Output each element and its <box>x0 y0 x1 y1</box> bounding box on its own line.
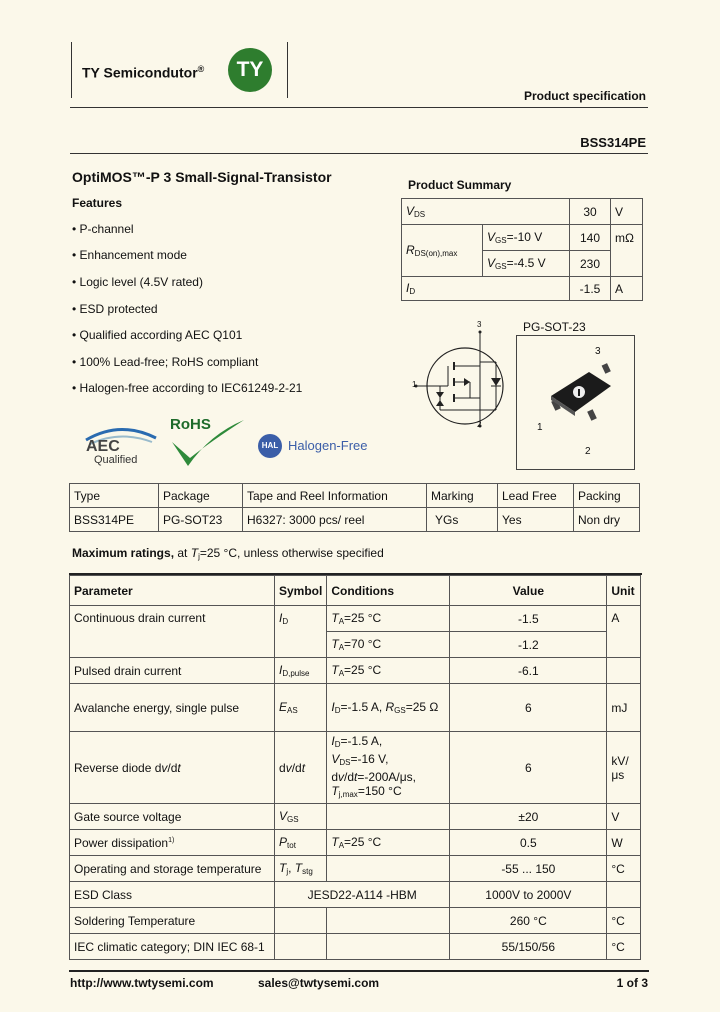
vds-symbol: $V_{DS}$ <box>402 199 570 225</box>
mr-aval-param: Avalanche energy, single pulse <box>70 684 275 732</box>
company-name: TY Semicondutor® <box>82 64 205 81</box>
package-label: PG-SOT-23 <box>523 320 586 334</box>
part-number: BSS314PE <box>580 135 646 150</box>
mr-pulse-val: -6.1 <box>450 658 607 684</box>
mr-rev-unit: kV/μs <box>607 732 641 804</box>
mr-aval-val: 6 <box>450 684 607 732</box>
mr-iec-param: IEC climatic category; DIN IEC 68-1 <box>70 934 275 960</box>
vds-value: 30 <box>570 199 611 225</box>
table-row <box>70 830 641 856</box>
mr-sold-symbol <box>275 908 327 934</box>
max-ratings-title: Maximum ratings, at $T_j=25$ °C, unless otherwise specified <box>72 546 384 561</box>
ordering-header-package: Package <box>159 484 243 508</box>
mr-gate-cond <box>327 804 450 830</box>
mr-rev-symbol: dv/dt <box>275 732 327 804</box>
mr-pulse-param: Pulsed drain current <box>70 658 275 684</box>
id-value: -1.5 <box>570 277 611 301</box>
ordering-header-type: Type <box>70 484 159 508</box>
feature-item: • 100% Lead-free; RoHS compliant <box>72 355 259 369</box>
table-row <box>70 804 641 830</box>
header-rule-2 <box>70 153 648 154</box>
vds-unit: V <box>611 199 643 225</box>
package-pin-2: 2 <box>585 446 591 457</box>
max-ratings-table <box>69 575 641 960</box>
mr-gate-param: Gate source voltage <box>70 804 275 830</box>
rohs-check-icon <box>166 414 246 469</box>
feature-item: • P-channel <box>72 222 134 236</box>
mr-header-conditions: Conditions <box>327 576 450 606</box>
mr-op-cond <box>327 856 450 882</box>
mr-cont-val-1: -1.5 <box>450 606 607 632</box>
mr-aval-symbol: $E_{AS}$ <box>275 684 327 732</box>
mr-iec-symbol <box>275 934 327 960</box>
sot23-package-icon <box>545 358 617 428</box>
ordering-header-tape: Tape and Reel Information <box>243 484 427 508</box>
ordering-header-packing: Packing <box>574 484 640 508</box>
ordering-package: PG-SOT23 <box>159 508 243 532</box>
ordering-marking: YGs <box>427 508 498 532</box>
mr-pow-param: Power dissipation$^{1)}$ <box>70 830 275 856</box>
page-title: OptiMOS™-P 3 Small-Signal-Transistor <box>72 169 332 185</box>
rds-symbol: $R_{DS(on),max}$ <box>402 225 483 277</box>
table-row <box>70 856 641 882</box>
summary-heading: Product Summary <box>408 178 512 192</box>
ordering-tape: H6327: 3000 pcs/ reel <box>243 508 427 532</box>
header-rule-1 <box>70 107 648 108</box>
mr-cont-unit: A <box>607 606 641 658</box>
aec-qualified-logo: AEC Qualified <box>80 418 160 468</box>
feature-item: • Halogen-free according to IEC61249-2-21 <box>72 381 303 395</box>
ordering-type: BSS314PE <box>70 508 159 532</box>
mr-pow-val: 0.5 <box>450 830 607 856</box>
features-heading: Features <box>72 196 123 210</box>
ordering-header-leadfree: Lead Free <box>498 484 574 508</box>
mr-iec-unit: °C <box>607 934 641 960</box>
feature-item: • ESD protected <box>72 302 158 316</box>
mr-op-val: -55 ... 150 <box>450 856 607 882</box>
mr-header-parameter: Parameter <box>70 576 275 606</box>
rds-value-2: 230 <box>570 251 611 277</box>
halogen-badge-icon: HAL <box>258 434 282 458</box>
table-row <box>70 606 641 632</box>
mr-gate-unit: V <box>607 804 641 830</box>
mr-esd-cond: JESD22-A114 -HBM <box>275 882 450 908</box>
ordering-header-marking: Marking <box>427 484 498 508</box>
mr-pow-cond: $T_A=25$ °C <box>327 830 450 856</box>
mr-header-symbol: Symbol <box>275 576 327 606</box>
ordering-table <box>69 483 640 532</box>
table-row <box>70 732 641 804</box>
mr-op-param: Operating and storage temperature <box>70 856 275 882</box>
mr-esd-unit <box>607 882 641 908</box>
product-summary-table <box>401 198 643 301</box>
symbol-pin-3: 3 <box>477 320 482 329</box>
mr-cont-cond-1: $T_A=25$ °C <box>327 606 450 632</box>
mr-sold-cond <box>327 908 450 934</box>
feature-item: • Qualified according AEC Q101 <box>72 328 243 342</box>
doc-type: Product specification <box>523 89 646 103</box>
mr-rev-cond: $I_D=-1.5$ A, $V_{DS}=-16$ V, dv/dt=-200A/μs, $T_{j,max}=150$ °C <box>327 732 450 804</box>
mr-pulse-symbol: $I_{D,pulse}$ <box>275 658 327 684</box>
table-row <box>70 882 641 908</box>
mr-op-symbol: $T_j$, $T_{stg}$ <box>275 856 327 882</box>
table-row <box>70 508 640 532</box>
symbol-pin-1: 1 <box>412 380 417 389</box>
ordering-packing: Non dry <box>574 508 640 532</box>
mr-esd-val: 1000V to 2000V <box>450 882 607 908</box>
mr-pulse-cond: $T_A=25$ °C <box>327 658 450 684</box>
header-left-rule <box>71 42 72 98</box>
table-row <box>70 684 641 732</box>
company-logo: TY <box>228 48 272 92</box>
package-pin-1: 1 <box>537 422 543 433</box>
mr-cont-symbol: $I_D$ <box>275 606 327 658</box>
footer-page-number: 1 of 3 <box>616 976 648 990</box>
id-unit: A <box>611 277 643 301</box>
mr-pow-symbol: $P_{tot}$ <box>275 830 327 856</box>
mr-gate-val: ±20 <box>450 804 607 830</box>
mr-esd-param: ESD Class <box>70 882 275 908</box>
symbol-pin-2: 2 <box>477 420 482 429</box>
mr-sold-unit: °C <box>607 908 641 934</box>
rds-condition-2: $V_{GS}=-4.5$ V <box>483 251 570 277</box>
mr-pulse-unit <box>607 658 641 684</box>
mr-iec-val: 55/150/56 <box>450 934 607 960</box>
mr-gate-symbol: $V_{GS}$ <box>275 804 327 830</box>
mosfet-symbol-icon <box>410 322 520 434</box>
ordering-leadfree: Yes <box>498 508 574 532</box>
mr-header-unit: Unit <box>607 576 641 606</box>
mr-pow-unit: W <box>607 830 641 856</box>
package-pin-3: 3 <box>595 346 601 357</box>
footer-rule <box>69 970 649 972</box>
rds-unit: mΩ <box>611 225 643 277</box>
feature-item: • Logic level (4.5V rated) <box>72 275 203 289</box>
halogen-free-logo: HAL Halogen-Free <box>258 434 378 460</box>
mr-cont-param: Continuous drain current <box>70 606 275 658</box>
mr-aval-unit: mJ <box>607 684 641 732</box>
footer-url[interactable]: http://www.twtysemi.com <box>70 976 214 990</box>
mr-cont-cond-2: $T_A=70$ °C <box>327 632 450 658</box>
table-row <box>70 658 641 684</box>
mr-header-value: Value <box>450 576 607 606</box>
mr-sold-val: 260 °C <box>450 908 607 934</box>
mr-rev-param: Reverse diode dv/dt <box>70 732 275 804</box>
package-box <box>516 335 635 470</box>
mr-sold-param: Soldering Temperature <box>70 908 275 934</box>
rds-condition-1: $V_{GS}=-10$ V <box>483 225 570 251</box>
mr-cont-val-2: -1.2 <box>450 632 607 658</box>
header-right-rule <box>287 42 288 98</box>
mr-op-unit: °C <box>607 856 641 882</box>
mr-iec-cond <box>327 934 450 960</box>
rds-value-1: 140 <box>570 225 611 251</box>
rohs-logo: RoHS <box>166 414 246 469</box>
table-row <box>70 908 641 934</box>
footer-email[interactable]: sales@twtysemi.com <box>258 976 380 990</box>
feature-item: • Enhancement mode <box>72 248 187 262</box>
mr-rev-val: 6 <box>450 732 607 804</box>
mr-aval-cond: $I_D=-1.5$ A, $R_{GS}=25$ Ω <box>327 684 450 732</box>
table-row <box>70 934 641 960</box>
id-symbol: $I_D$ <box>402 277 570 301</box>
